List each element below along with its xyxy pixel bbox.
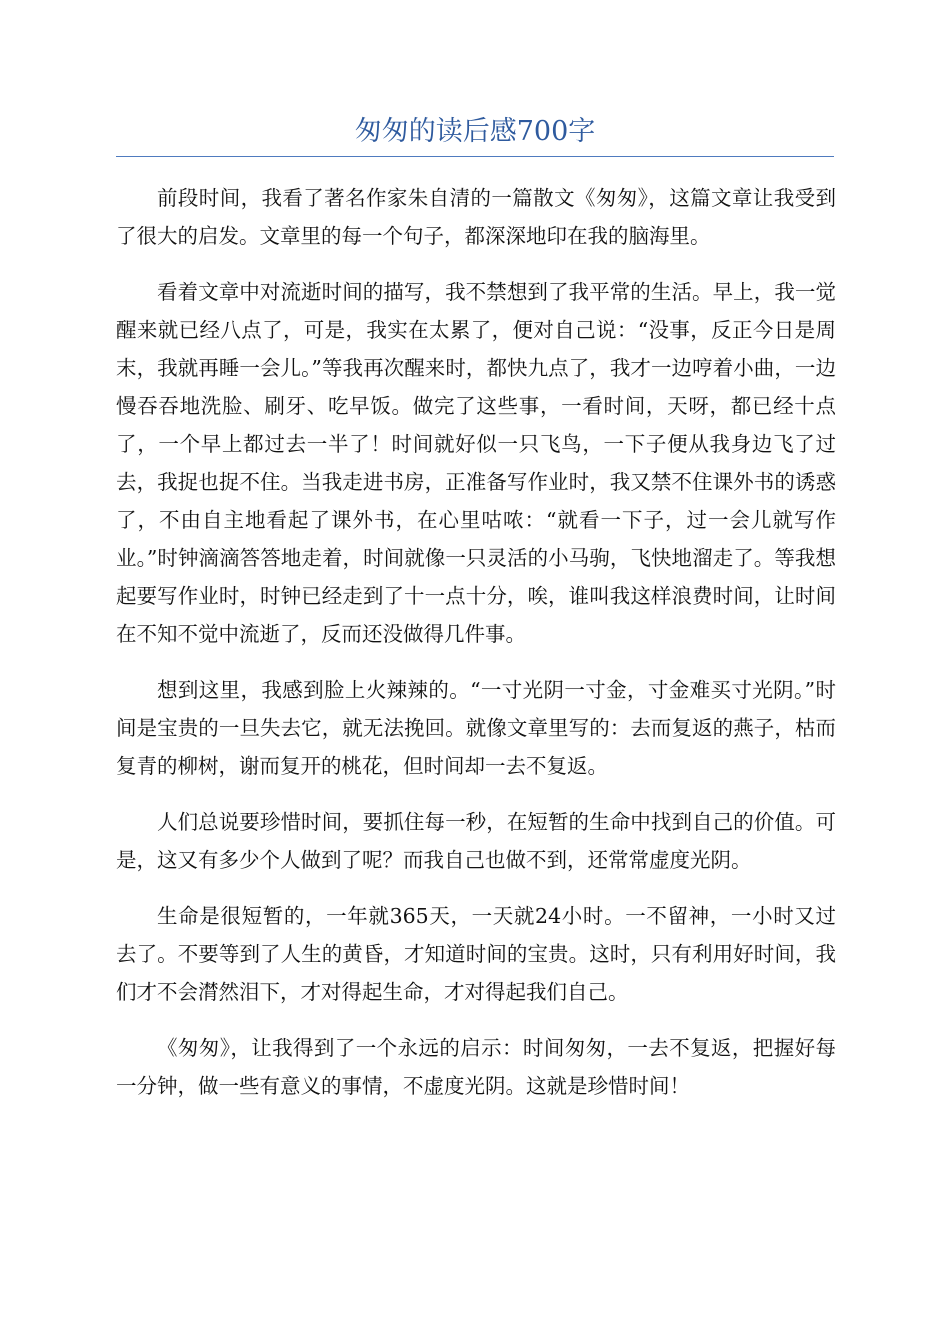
paragraph-3: 想到这里，我感到脸上火辣辣的。“一寸光阴一寸金，寸金难买寸光阴。”时间是宝贵的一旦失去它，就无法挽回。就像文章里写的：去而复返的燕子，枯而复青的柳树，谢而复开的桃花，但时间却一去不复返。 [116,678,836,778]
document-body [116,179,836,1123]
paragraph-4: 人们总说要珍惜时间，要抓住每一秒，在短暂的生命中找到自己的价值。可是，这又有多少个人做到了呢？而我自己也做不到，还常常虚度光阴。 [116,810,836,872]
paragraph-2: 看着文章中对流逝时间的描写，我不禁想到了我平常的生活。早上，我一觉醒来就已经八点了，可是，我实在太累了，便对自己说：“没事，反正今日是周末，我就再睡一会儿。”等我再次醒来时，都快九点了，我才一边哼着小曲，一边慢吞吞地洗脸、刷牙、吃早饭。做完了这些事，一看时间，天呀，都已经十点了，一个早上都过去一半了！时间就好似一只飞鸟，一下子便从我身边飞了过去，我捉也捉不住。当我走进书房，正准备写作业时，我又禁不住课外书的诱惑了，不由自主地看起了课外书，在心里咕哝：“就看一下子，过一会儿就写作业。”时钟滴滴答答地走着，时间就像一只灵活的小马驹，飞快地溜走了。等我想起要写作业时，时钟已经走到了十一点十分，唉，谁叫我这样浪费时间，让时间在不知不觉中流逝了，反而还没做得几件事。 [116,280,836,646]
paragraph-6: 《匆匆》，让我得到了一个永远的启示：时间匆匆，一去不复返，把握好每一分钟，做一些有意义的事情，不虚度光阴。这就是珍惜时间！ [116,1036,836,1098]
document-title: 匆匆的读后感700字 [354,116,596,147]
paragraph-1: 前段时间，我看了著名作家朱自清的一篇散文《匆匆》，这篇文章让我受到了很大的启发。文章里的每一个句子，都深深地印在我的脑海里。 [116,186,836,248]
paragraph-5: 生命是很短暂的，一年就365天，一天就24小时。一不留神，一小时又过去了。不要等到了人生的黄昏，才知道时间的宝贵。这时，只有利用好时间，我们才不会潸然泪下，才对得起生命，才对得起我们自己。 [116,904,836,1004]
title-block [116,112,834,157]
